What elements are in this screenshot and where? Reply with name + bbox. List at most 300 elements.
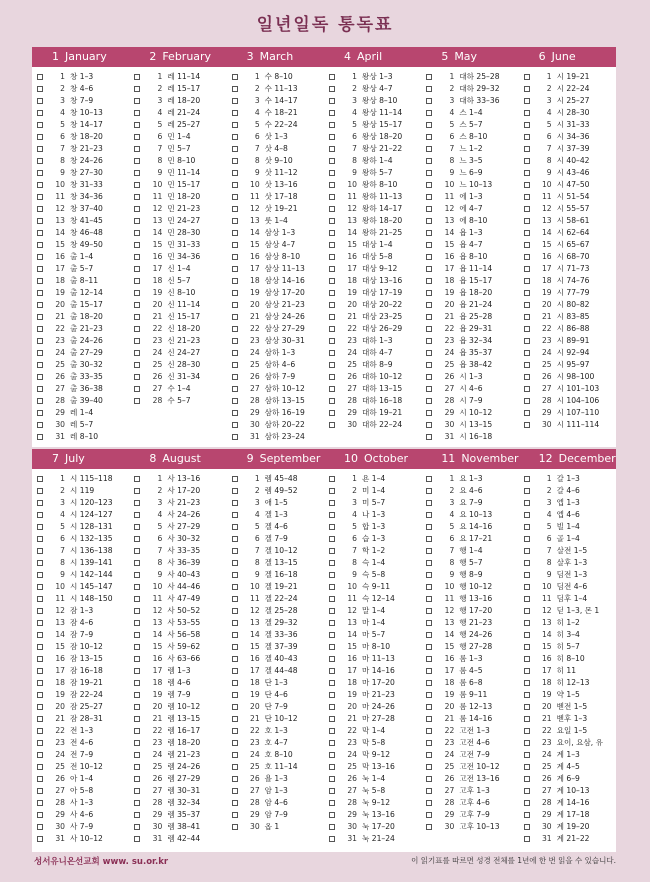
checkbox[interactable] <box>232 824 238 830</box>
checkbox[interactable] <box>426 230 432 236</box>
checkbox[interactable] <box>329 422 335 428</box>
checkbox[interactable] <box>426 488 432 494</box>
checkbox[interactable] <box>134 266 140 272</box>
checkbox[interactable] <box>232 500 238 506</box>
checkbox[interactable] <box>524 206 530 212</box>
checkbox[interactable] <box>37 500 43 506</box>
checkbox[interactable] <box>329 704 335 710</box>
checkbox[interactable] <box>37 512 43 518</box>
checkbox[interactable] <box>329 536 335 542</box>
checkbox[interactable] <box>426 668 432 674</box>
checkbox[interactable] <box>426 524 432 530</box>
checkbox[interactable] <box>524 560 530 566</box>
checkbox[interactable] <box>37 98 43 104</box>
checkbox[interactable] <box>37 524 43 530</box>
checkbox[interactable] <box>37 146 43 152</box>
checkbox[interactable] <box>329 230 335 236</box>
checkbox[interactable] <box>232 524 238 530</box>
checkbox[interactable] <box>232 218 238 224</box>
checkbox[interactable] <box>426 476 432 482</box>
checkbox[interactable] <box>232 290 238 296</box>
checkbox[interactable] <box>37 86 43 92</box>
checkbox[interactable] <box>426 362 432 368</box>
checkbox[interactable] <box>134 338 140 344</box>
checkbox[interactable] <box>329 728 335 734</box>
checkbox[interactable] <box>426 254 432 260</box>
checkbox[interactable] <box>329 524 335 530</box>
checkbox[interactable] <box>524 776 530 782</box>
checkbox[interactable] <box>426 218 432 224</box>
checkbox[interactable] <box>524 572 530 578</box>
checkbox[interactable] <box>232 302 238 308</box>
checkbox[interactable] <box>329 398 335 404</box>
checkbox[interactable] <box>37 338 43 344</box>
checkbox[interactable] <box>329 170 335 176</box>
checkbox[interactable] <box>524 524 530 530</box>
checkbox[interactable] <box>329 74 335 80</box>
checkbox[interactable] <box>426 74 432 80</box>
checkbox[interactable] <box>37 374 43 380</box>
checkbox[interactable] <box>524 74 530 80</box>
checkbox[interactable] <box>426 560 432 566</box>
checkbox[interactable] <box>524 350 530 356</box>
checkbox[interactable] <box>134 632 140 638</box>
checkbox[interactable] <box>134 194 140 200</box>
checkbox[interactable] <box>329 572 335 578</box>
checkbox[interactable] <box>329 656 335 662</box>
checkbox[interactable] <box>426 572 432 578</box>
checkbox[interactable] <box>329 338 335 344</box>
checkbox[interactable] <box>426 584 432 590</box>
checkbox[interactable] <box>329 824 335 830</box>
checkbox[interactable] <box>232 266 238 272</box>
checkbox[interactable] <box>426 776 432 782</box>
checkbox[interactable] <box>37 596 43 602</box>
checkbox[interactable] <box>426 596 432 602</box>
checkbox[interactable] <box>37 218 43 224</box>
checkbox[interactable] <box>37 110 43 116</box>
checkbox[interactable] <box>232 764 238 770</box>
checkbox[interactable] <box>329 182 335 188</box>
checkbox[interactable] <box>329 644 335 650</box>
checkbox[interactable] <box>134 536 140 542</box>
checkbox[interactable] <box>524 788 530 794</box>
checkbox[interactable] <box>524 488 530 494</box>
checkbox[interactable] <box>524 362 530 368</box>
checkbox[interactable] <box>329 386 335 392</box>
checkbox[interactable] <box>426 122 432 128</box>
checkbox[interactable] <box>134 716 140 722</box>
checkbox[interactable] <box>524 548 530 554</box>
checkbox[interactable] <box>426 374 432 380</box>
checkbox[interactable] <box>524 266 530 272</box>
checkbox[interactable] <box>329 362 335 368</box>
checkbox[interactable] <box>134 656 140 662</box>
checkbox[interactable] <box>426 692 432 698</box>
checkbox[interactable] <box>329 500 335 506</box>
checkbox[interactable] <box>134 572 140 578</box>
checkbox[interactable] <box>426 500 432 506</box>
checkbox[interactable] <box>426 98 432 104</box>
checkbox[interactable] <box>524 620 530 626</box>
checkbox[interactable] <box>37 812 43 818</box>
checkbox[interactable] <box>232 134 238 140</box>
checkbox[interactable] <box>329 752 335 758</box>
checkbox[interactable] <box>37 716 43 722</box>
checkbox[interactable] <box>232 584 238 590</box>
checkbox[interactable] <box>134 182 140 188</box>
checkbox[interactable] <box>524 326 530 332</box>
checkbox[interactable] <box>37 314 43 320</box>
checkbox[interactable] <box>232 512 238 518</box>
checkbox[interactable] <box>232 398 238 404</box>
checkbox[interactable] <box>524 314 530 320</box>
checkbox[interactable] <box>37 668 43 674</box>
checkbox[interactable] <box>426 704 432 710</box>
checkbox[interactable] <box>329 548 335 554</box>
checkbox[interactable] <box>426 752 432 758</box>
checkbox[interactable] <box>524 812 530 818</box>
checkbox[interactable] <box>134 512 140 518</box>
checkbox[interactable] <box>524 476 530 482</box>
checkbox[interactable] <box>232 254 238 260</box>
checkbox[interactable] <box>37 302 43 308</box>
checkbox[interactable] <box>232 146 238 152</box>
checkbox[interactable] <box>524 134 530 140</box>
checkbox[interactable] <box>232 488 238 494</box>
checkbox[interactable] <box>232 692 238 698</box>
checkbox[interactable] <box>134 134 140 140</box>
checkbox[interactable] <box>134 788 140 794</box>
checkbox[interactable] <box>232 434 238 440</box>
checkbox[interactable] <box>37 680 43 686</box>
checkbox[interactable] <box>524 302 530 308</box>
checkbox[interactable] <box>134 728 140 734</box>
checkbox[interactable] <box>232 536 238 542</box>
checkbox[interactable] <box>426 620 432 626</box>
checkbox[interactable] <box>37 350 43 356</box>
checkbox[interactable] <box>329 266 335 272</box>
checkbox[interactable] <box>232 98 238 104</box>
checkbox[interactable] <box>37 170 43 176</box>
checkbox[interactable] <box>37 800 43 806</box>
checkbox[interactable] <box>329 86 335 92</box>
checkbox[interactable] <box>232 776 238 782</box>
checkbox[interactable] <box>134 278 140 284</box>
checkbox[interactable] <box>134 836 140 842</box>
checkbox[interactable] <box>329 218 335 224</box>
checkbox[interactable] <box>134 548 140 554</box>
checkbox[interactable] <box>232 362 238 368</box>
checkbox[interactable] <box>329 158 335 164</box>
checkbox[interactable] <box>524 740 530 746</box>
checkbox[interactable] <box>329 512 335 518</box>
checkbox[interactable] <box>426 716 432 722</box>
checkbox[interactable] <box>37 536 43 542</box>
checkbox[interactable] <box>134 668 140 674</box>
checkbox[interactable] <box>232 278 238 284</box>
checkbox[interactable] <box>134 692 140 698</box>
checkbox[interactable] <box>37 386 43 392</box>
checkbox[interactable] <box>524 122 530 128</box>
checkbox[interactable] <box>134 704 140 710</box>
checkbox[interactable] <box>134 752 140 758</box>
checkbox[interactable] <box>329 146 335 152</box>
checkbox[interactable] <box>134 560 140 566</box>
checkbox[interactable] <box>37 704 43 710</box>
checkbox[interactable] <box>329 812 335 818</box>
checkbox[interactable] <box>37 434 43 440</box>
checkbox[interactable] <box>426 434 432 440</box>
checkbox[interactable] <box>524 158 530 164</box>
checkbox[interactable] <box>524 398 530 404</box>
checkbox[interactable] <box>134 812 140 818</box>
checkbox[interactable] <box>232 572 238 578</box>
checkbox[interactable] <box>134 362 140 368</box>
checkbox[interactable] <box>329 596 335 602</box>
checkbox[interactable] <box>232 608 238 614</box>
checkbox[interactable] <box>232 476 238 482</box>
checkbox[interactable] <box>524 374 530 380</box>
checkbox[interactable] <box>524 182 530 188</box>
checkbox[interactable] <box>232 788 238 794</box>
checkbox[interactable] <box>37 776 43 782</box>
checkbox[interactable] <box>134 146 140 152</box>
checkbox[interactable] <box>426 206 432 212</box>
checkbox[interactable] <box>37 836 43 842</box>
checkbox[interactable] <box>524 86 530 92</box>
checkbox[interactable] <box>524 836 530 842</box>
checkbox[interactable] <box>232 86 238 92</box>
checkbox[interactable] <box>329 302 335 308</box>
checkbox[interactable] <box>134 476 140 482</box>
checkbox[interactable] <box>37 728 43 734</box>
checkbox[interactable] <box>134 776 140 782</box>
checkbox[interactable] <box>329 608 335 614</box>
checkbox[interactable] <box>329 836 335 842</box>
checkbox[interactable] <box>524 752 530 758</box>
checkbox[interactable] <box>134 386 140 392</box>
checkbox[interactable] <box>134 644 140 650</box>
checkbox[interactable] <box>134 740 140 746</box>
checkbox[interactable] <box>134 326 140 332</box>
checkbox[interactable] <box>329 98 335 104</box>
checkbox[interactable] <box>329 134 335 140</box>
checkbox[interactable] <box>232 728 238 734</box>
checkbox[interactable] <box>524 596 530 602</box>
checkbox[interactable] <box>134 98 140 104</box>
checkbox[interactable] <box>232 422 238 428</box>
checkbox[interactable] <box>37 764 43 770</box>
checkbox[interactable] <box>329 668 335 674</box>
checkbox[interactable] <box>134 86 140 92</box>
checkbox[interactable] <box>37 740 43 746</box>
checkbox[interactable] <box>134 254 140 260</box>
checkbox[interactable] <box>524 608 530 614</box>
checkbox[interactable] <box>37 410 43 416</box>
checkbox[interactable] <box>37 242 43 248</box>
checkbox[interactable] <box>232 206 238 212</box>
checkbox[interactable] <box>524 194 530 200</box>
checkbox[interactable] <box>232 314 238 320</box>
checkbox[interactable] <box>134 488 140 494</box>
checkbox[interactable] <box>426 314 432 320</box>
checkbox[interactable] <box>524 170 530 176</box>
checkbox[interactable] <box>134 620 140 626</box>
checkbox[interactable] <box>134 110 140 116</box>
checkbox[interactable] <box>329 476 335 482</box>
checkbox[interactable] <box>329 620 335 626</box>
checkbox[interactable] <box>426 800 432 806</box>
checkbox[interactable] <box>524 146 530 152</box>
checkbox[interactable] <box>37 194 43 200</box>
checkbox[interactable] <box>329 716 335 722</box>
checkbox[interactable] <box>232 386 238 392</box>
checkbox[interactable] <box>524 422 530 428</box>
checkbox[interactable] <box>232 716 238 722</box>
checkbox[interactable] <box>37 266 43 272</box>
checkbox[interactable] <box>232 326 238 332</box>
checkbox[interactable] <box>426 788 432 794</box>
checkbox[interactable] <box>524 680 530 686</box>
checkbox[interactable] <box>232 242 238 248</box>
checkbox[interactable] <box>232 668 238 674</box>
checkbox[interactable] <box>37 362 43 368</box>
checkbox[interactable] <box>37 632 43 638</box>
checkbox[interactable] <box>134 170 140 176</box>
checkbox[interactable] <box>426 266 432 272</box>
checkbox[interactable] <box>37 788 43 794</box>
checkbox[interactable] <box>426 680 432 686</box>
checkbox[interactable] <box>426 86 432 92</box>
checkbox[interactable] <box>524 410 530 416</box>
checkbox[interactable] <box>37 254 43 260</box>
checkbox[interactable] <box>329 314 335 320</box>
checkbox[interactable] <box>329 290 335 296</box>
checkbox[interactable] <box>329 326 335 332</box>
checkbox[interactable] <box>426 158 432 164</box>
checkbox[interactable] <box>134 680 140 686</box>
checkbox[interactable] <box>426 728 432 734</box>
checkbox[interactable] <box>426 182 432 188</box>
checkbox[interactable] <box>134 500 140 506</box>
checkbox[interactable] <box>232 644 238 650</box>
checkbox[interactable] <box>232 110 238 116</box>
checkbox[interactable] <box>524 338 530 344</box>
checkbox[interactable] <box>134 122 140 128</box>
checkbox[interactable] <box>37 752 43 758</box>
checkbox[interactable] <box>329 632 335 638</box>
checkbox[interactable] <box>524 512 530 518</box>
checkbox[interactable] <box>426 824 432 830</box>
checkbox[interactable] <box>426 302 432 308</box>
checkbox[interactable] <box>329 254 335 260</box>
checkbox[interactable] <box>524 728 530 734</box>
checkbox[interactable] <box>524 218 530 224</box>
checkbox[interactable] <box>37 74 43 80</box>
checkbox[interactable] <box>37 584 43 590</box>
checkbox[interactable] <box>426 386 432 392</box>
checkbox[interactable] <box>37 278 43 284</box>
checkbox[interactable] <box>524 716 530 722</box>
checkbox[interactable] <box>134 218 140 224</box>
checkbox[interactable] <box>329 242 335 248</box>
checkbox[interactable] <box>426 422 432 428</box>
checkbox[interactable] <box>329 776 335 782</box>
checkbox[interactable] <box>426 350 432 356</box>
checkbox[interactable] <box>329 374 335 380</box>
checkbox[interactable] <box>426 170 432 176</box>
checkbox[interactable] <box>426 242 432 248</box>
checkbox[interactable] <box>37 398 43 404</box>
checkbox[interactable] <box>134 290 140 296</box>
checkbox[interactable] <box>426 398 432 404</box>
checkbox[interactable] <box>232 374 238 380</box>
checkbox[interactable] <box>426 632 432 638</box>
checkbox[interactable] <box>524 704 530 710</box>
checkbox[interactable] <box>37 476 43 482</box>
checkbox[interactable] <box>232 704 238 710</box>
checkbox[interactable] <box>37 182 43 188</box>
checkbox[interactable] <box>232 740 238 746</box>
checkbox[interactable] <box>329 740 335 746</box>
checkbox[interactable] <box>37 326 43 332</box>
checkbox[interactable] <box>524 692 530 698</box>
checkbox[interactable] <box>524 536 530 542</box>
checkbox[interactable] <box>37 134 43 140</box>
checkbox[interactable] <box>426 146 432 152</box>
checkbox[interactable] <box>37 548 43 554</box>
checkbox[interactable] <box>134 350 140 356</box>
checkbox[interactable] <box>329 692 335 698</box>
checkbox[interactable] <box>134 158 140 164</box>
checkbox[interactable] <box>37 290 43 296</box>
checkbox[interactable] <box>134 302 140 308</box>
checkbox[interactable] <box>232 812 238 818</box>
checkbox[interactable] <box>426 740 432 746</box>
checkbox[interactable] <box>426 326 432 332</box>
checkbox[interactable] <box>329 680 335 686</box>
checkbox[interactable] <box>232 596 238 602</box>
checkbox[interactable] <box>524 278 530 284</box>
checkbox[interactable] <box>329 350 335 356</box>
checkbox[interactable] <box>329 278 335 284</box>
checkbox[interactable] <box>524 584 530 590</box>
checkbox[interactable] <box>426 812 432 818</box>
checkbox[interactable] <box>524 668 530 674</box>
checkbox[interactable] <box>232 170 238 176</box>
checkbox[interactable] <box>524 254 530 260</box>
checkbox[interactable] <box>37 488 43 494</box>
checkbox[interactable] <box>524 656 530 662</box>
checkbox[interactable] <box>524 632 530 638</box>
checkbox[interactable] <box>37 608 43 614</box>
checkbox[interactable] <box>329 788 335 794</box>
checkbox[interactable] <box>232 800 238 806</box>
checkbox[interactable] <box>134 230 140 236</box>
checkbox[interactable] <box>232 752 238 758</box>
checkbox[interactable] <box>232 74 238 80</box>
checkbox[interactable] <box>134 608 140 614</box>
checkbox[interactable] <box>426 536 432 542</box>
checkbox[interactable] <box>37 692 43 698</box>
checkbox[interactable] <box>426 290 432 296</box>
checkbox[interactable] <box>232 350 238 356</box>
checkbox[interactable] <box>37 230 43 236</box>
checkbox[interactable] <box>329 110 335 116</box>
checkbox[interactable] <box>426 134 432 140</box>
checkbox[interactable] <box>524 800 530 806</box>
